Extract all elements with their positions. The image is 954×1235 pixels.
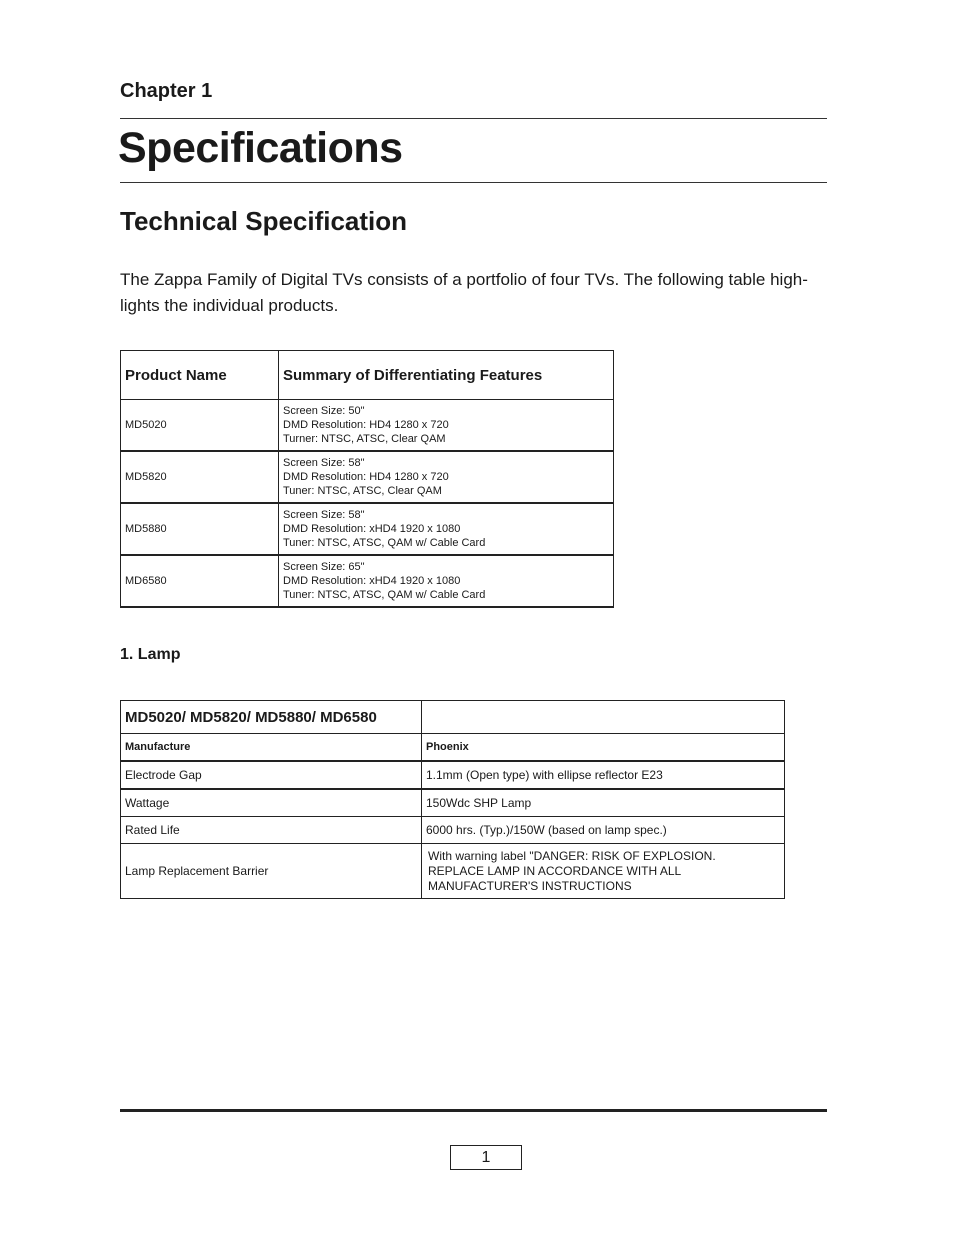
page-title: Specifications	[118, 124, 403, 172]
table-row	[121, 451, 614, 503]
intro-line: The Zappa Family of Digital TVs consists of a portfolio of four TVs. The following table high-	[120, 270, 808, 289]
chapter-label: Chapter 1	[120, 80, 213, 102]
feature-line: Screen Size: 50"	[283, 405, 365, 417]
product-name-cell: MD6580	[121, 555, 279, 607]
warning-line: With warning label "DANGER: RISK OF EXPLOSION.	[428, 848, 716, 863]
spec-label: Wattage	[121, 789, 422, 817]
feature-line: Screen Size: 65"	[283, 561, 365, 573]
feature-line: Turner: NTSC, ATSC, Clear QAM	[283, 433, 446, 445]
product-name-cell: MD5880	[121, 503, 279, 555]
manufacture-value: Phoenix	[422, 734, 785, 762]
barrier-label: Lamp Replacement Barrier	[121, 844, 422, 899]
products-table	[120, 350, 614, 608]
table-row	[121, 844, 785, 899]
header-features: Summary of Differentiating Features	[279, 351, 614, 400]
feature-line: DMD Resolution: xHD4 1920 x 1080	[283, 575, 461, 587]
warning-line: REPLACE LAMP IN ACCORDANCE WITH ALL	[428, 863, 682, 878]
table-row	[121, 503, 614, 555]
table-row	[121, 817, 785, 844]
spec-value: 1.1mm (Open type) with ellipse reflector E23	[422, 761, 785, 789]
barrier-warning	[422, 844, 785, 899]
warning-line: MANUFACTURER'S INSTRUCTIONS	[428, 878, 632, 893]
spec-label: Electrode Gap	[121, 761, 422, 789]
table-row	[121, 789, 785, 817]
product-features-cell	[279, 503, 614, 555]
spec-value: 6000 hrs. (Typ.)/150W (based on lamp spec.)	[422, 817, 785, 844]
lamp-table	[120, 700, 785, 899]
product-features-cell	[279, 400, 614, 452]
lamp-table-header	[121, 701, 785, 734]
feature-line: Screen Size: 58"	[283, 457, 365, 469]
product-name-cell: MD5020	[121, 400, 279, 452]
header-product-name: Product Name	[121, 351, 279, 400]
product-features-cell	[279, 555, 614, 607]
products-table-header	[121, 351, 614, 400]
table-row	[121, 555, 614, 607]
spec-value: 150Wdc SHP Lamp	[422, 789, 785, 817]
feature-line: Tuner: NTSC, ATSC, QAM w/ Cable Card	[283, 537, 486, 549]
lamp-table-subheader	[121, 734, 785, 762]
intro-line: lights the individual products.	[120, 296, 339, 315]
spec-label: Rated Life	[121, 817, 422, 844]
feature-line: Screen Size: 58"	[283, 509, 365, 521]
page-number: 1	[450, 1145, 522, 1170]
table-row	[121, 400, 614, 452]
manufacture-label: Manufacture	[121, 734, 422, 762]
lamp-models-header: MD5020/ MD5820/ MD5880/ MD6580	[121, 701, 422, 734]
product-name-cell: MD5820	[121, 451, 279, 503]
intro-paragraph	[120, 267, 820, 319]
feature-line: DMD Resolution: HD4 1280 x 720	[283, 471, 449, 483]
lamp-header-empty	[422, 701, 785, 734]
top-rule	[120, 118, 827, 119]
section-title: Technical Specification	[120, 206, 408, 236]
feature-line: DMD Resolution: HD4 1280 x 720	[283, 419, 449, 431]
footer-rule	[120, 1109, 827, 1112]
title-rule	[120, 182, 827, 183]
feature-line: DMD Resolution: xHD4 1920 x 1080	[283, 523, 461, 535]
table-row	[121, 761, 785, 789]
lamp-section-title: 1. Lamp	[120, 646, 181, 663]
feature-line: Tuner: NTSC, ATSC, Clear QAM	[283, 485, 442, 497]
product-features-cell	[279, 451, 614, 503]
feature-line: Tuner: NTSC, ATSC, QAM w/ Cable Card	[283, 589, 486, 601]
